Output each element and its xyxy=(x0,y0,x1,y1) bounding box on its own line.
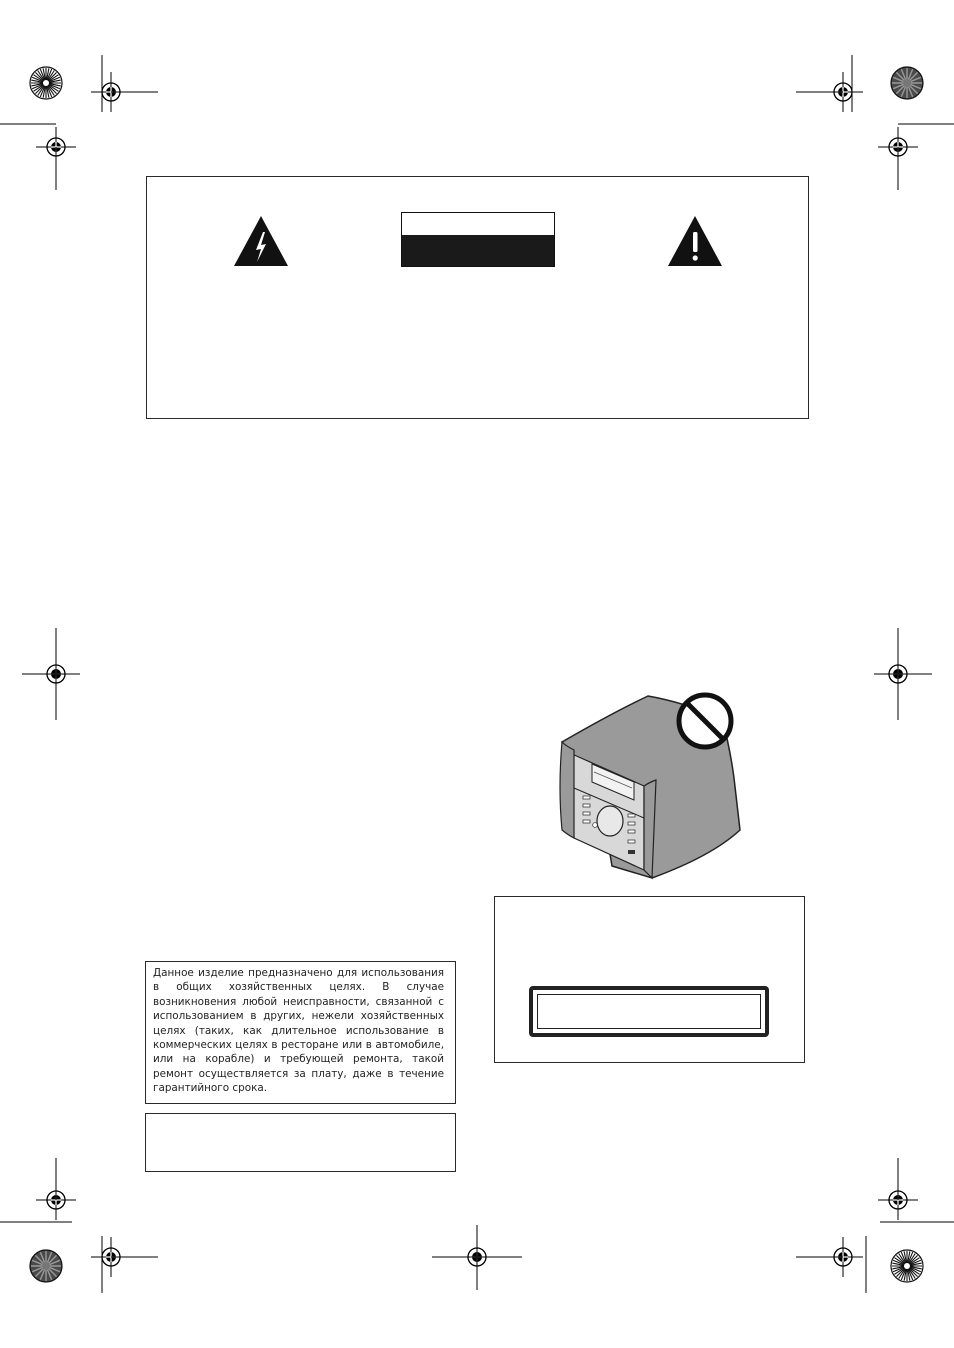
usage-notice-text: Данное изделие предназначено для использования в общих хозяйственных целях. В случае возникновения любой неисправности, связанной с использованием в других, нежели хозяйственных целях (таких, как длительное использование в коммерческих целях в ресторане или в автомобиле, или на корабле) и требующей ремонта, такой ремонт осуществляется за плату, даже в течение гарантийного срока. xyxy=(153,967,444,1095)
laser-product-label xyxy=(529,986,769,1037)
prohibition-icon xyxy=(679,695,731,747)
laser-notice-box xyxy=(494,896,805,1063)
blank-notice-box xyxy=(145,1113,456,1172)
laser-product-label-inner xyxy=(537,994,761,1029)
caution-label-bar xyxy=(402,235,554,266)
usage-notice-box xyxy=(145,961,456,1104)
exclamation-warning-icon xyxy=(666,214,724,268)
covered-unit-illustration xyxy=(552,688,742,880)
lightning-warning-icon xyxy=(232,214,290,268)
caution-label xyxy=(401,212,555,267)
